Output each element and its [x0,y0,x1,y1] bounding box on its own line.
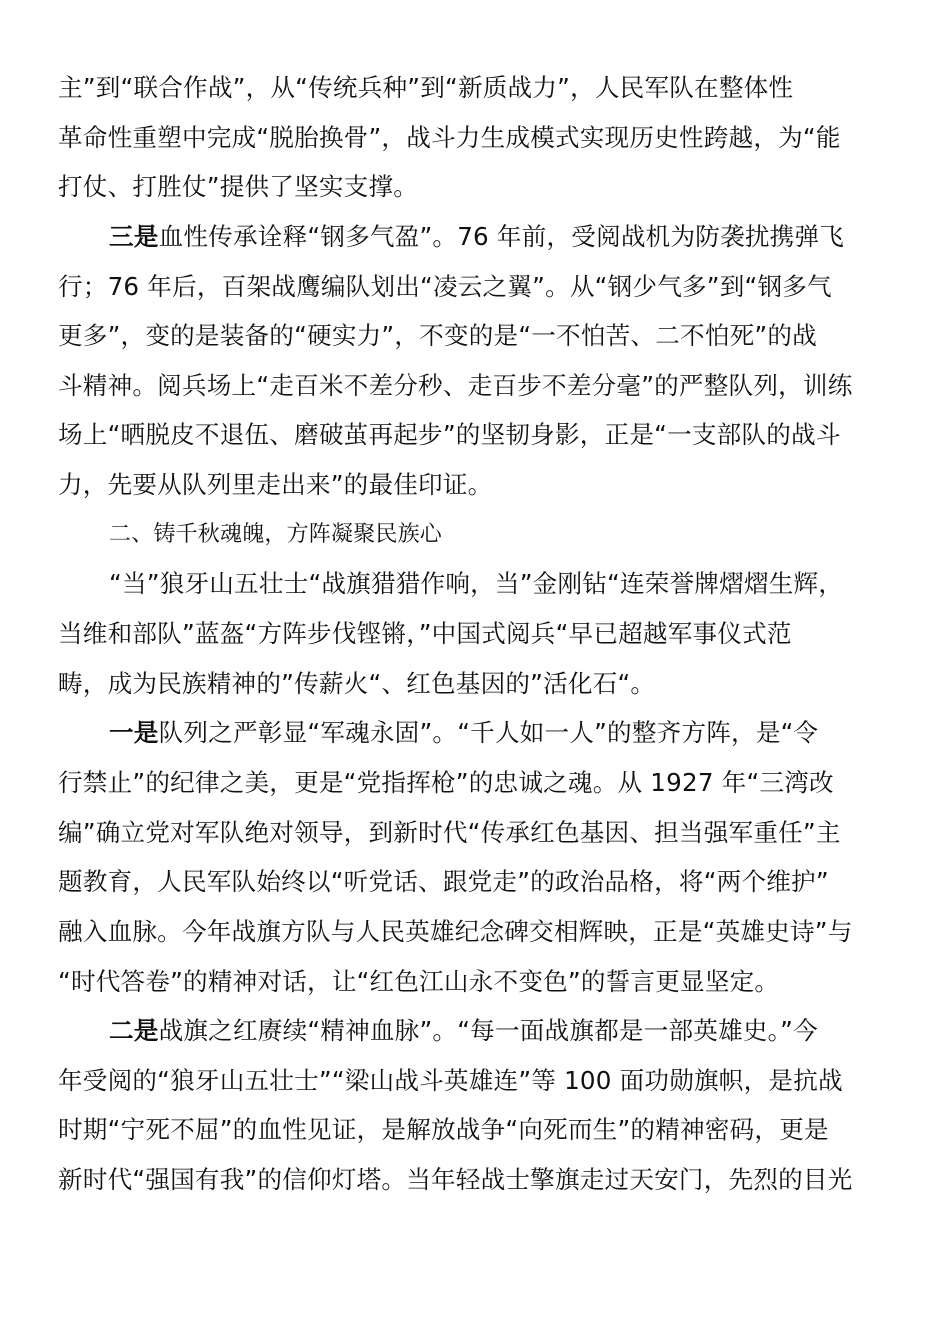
line-text: 队列之严彰显“军魂永固”。“千人如一人”的整齐方阵，是“令 [158,718,819,748]
text-line [58,162,892,212]
text-line [58,1105,892,1155]
section-heading [58,510,892,560]
paragraph-start-line [58,708,892,758]
line-text: 年受阅的“狼牙山五壮士”“梁山战斗英雄连”等 100 面功勋旗帜，是抗战 [58,1065,843,1095]
line-text: 力，先要从队列里走出来”的最佳印证。 [58,470,493,500]
text-line [58,857,892,907]
text-line [58,758,892,808]
text-line [58,808,892,858]
text-line [58,460,892,510]
line-text: 新时代“强国有我”的信仰灯塔。当年轻战士擎旗走过天安门，先烈的目光 [58,1165,853,1195]
lead-label: 一是 [109,718,159,748]
text-line [58,907,892,957]
line-text: 斗精神。阅兵场上“走百米不差分秒、走百步不差分毫”的严整队列，训练 [58,370,853,400]
text-line [58,410,892,460]
line-text: 血性传承诠释“钢多气盈”。76 年前，受阅战机为防袭扰携弹飞 [158,221,845,251]
line-text: 革命性重塑中完成“脱胎换骨”，战斗力生成模式实现历史性跨越，为“能 [58,122,841,152]
line-text: “时代答卷”的精神对话，让“红色江山永不变色”的誓言更显坚定。 [58,966,780,996]
text-line [58,361,892,411]
paragraph-start-line [58,1006,892,1056]
text-line [58,311,892,361]
line-text: 战旗之红赓续“精神血脉”。“每一面战旗都是一部英雄史。”今 [158,1016,818,1046]
text-line [58,63,892,113]
text-line [58,1056,892,1106]
text-line [58,609,892,659]
line-text: 行；76 年后，百架战鹰编队划出“凌云之翼”。从“钢少气多”到“钢多气 [58,271,832,301]
lead-label: 二是 [109,1016,159,1046]
lead-label: 三是 [109,221,159,251]
line-text: 题教育，人民军队始终以“听党话、跟党走”的政治品格，将“两个维护” [58,867,829,897]
line-text: 编”确立党对军队绝对领导，到新时代“传承红色基因、担当强军重任”主 [58,817,841,847]
text-line [58,659,892,709]
text-line [58,957,892,1007]
line-text: 更多”，变的是装备的“硬实力”，不变的是“一不怕苦、二不怕死”的战 [58,321,817,351]
line-text: 打仗、打胜仗”提供了坚实支撑。 [58,172,419,202]
line-text: 时期“宁死不屈”的血性见证，是解放战争“向死而生”的精神密码，更是 [58,1115,829,1145]
line-text: 当维和部队”蓝盔“方阵步伐铿锵，”中国式阅兵“早已超越军事仪式范 [58,619,792,649]
line-text: 场上“晒脱皮不退伍、磨破茧再起步”的坚韧身影，正是“一支部队的战斗 [58,420,841,450]
line-text: 行禁止”的纪律之美，更是“党指挥枪”的忠诚之魂。从 1927 年“三湾改 [58,767,834,797]
line-text: 畴，成为民族精神的”传薪火“、红色基因的”活化石“。 [58,668,656,698]
paragraph-start-line [58,212,892,262]
text-line [58,1155,892,1205]
line-text: 主”到“联合作战”，从“传统兵种”到“新质战力”，人民军队在整体性 [58,73,794,102]
line-text: “当”狼牙山五壮士“战旗猎猎作响，当”金刚钻“连荣誉牌熠熠生辉， [109,569,844,599]
text-line [58,113,892,163]
paragraph-start-line [58,559,892,609]
document-page [58,63,892,1205]
text-line [58,262,892,312]
line-text: 融入血脉。今年战旗方队与人民英雄纪念碑交相辉映，正是“英雄史诗”与 [58,916,853,946]
heading-text: 二、铸千秋魂魄，方阵凝聚民族心 [109,521,443,547]
